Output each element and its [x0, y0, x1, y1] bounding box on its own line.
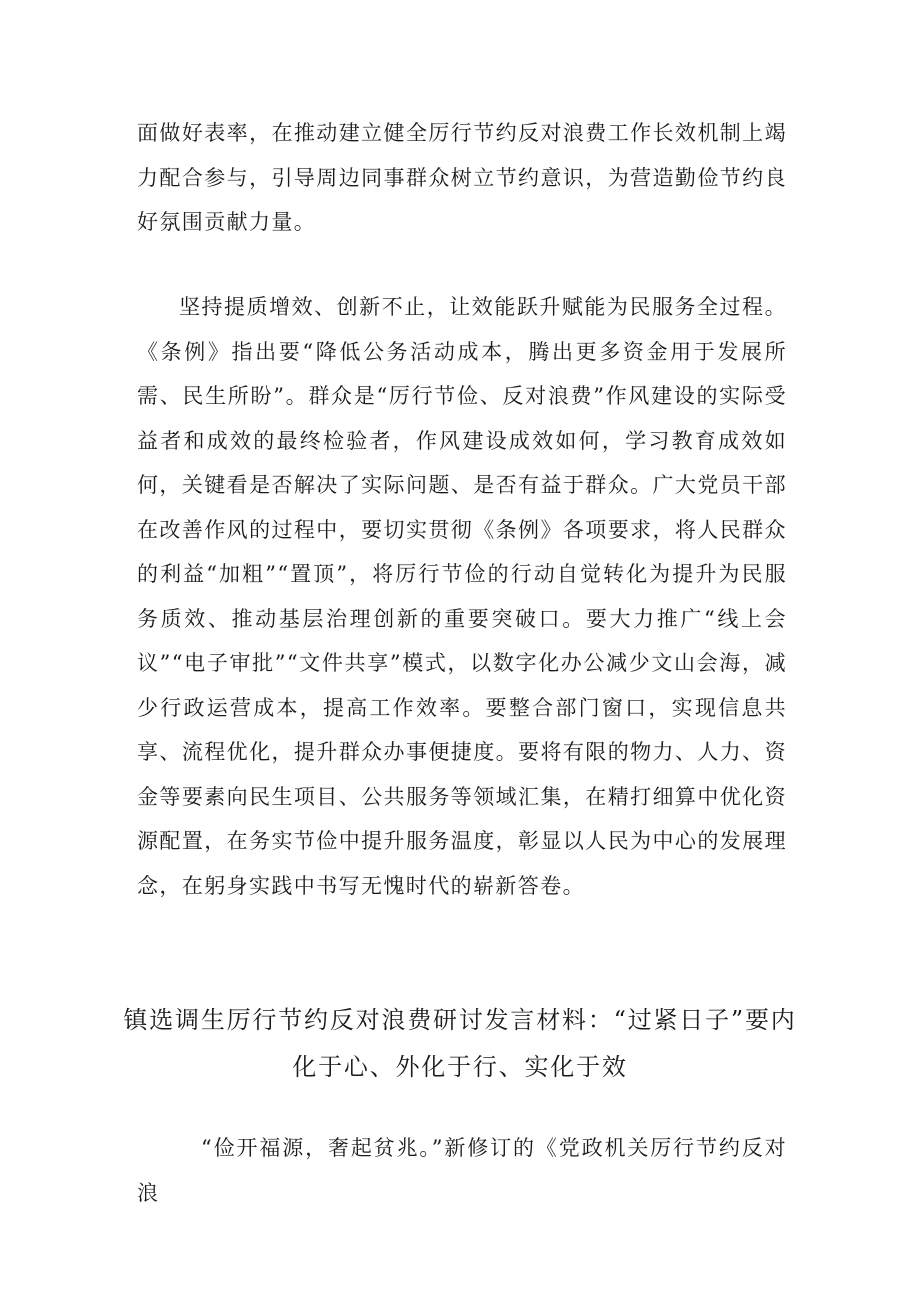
section-heading: 镇选调生厉行节约反对浪费研讨发言材料：“过紧日子”要内化于心、外化于行、实化于效	[123, 1006, 797, 1081]
body-paragraph-1: 面做好表率，在推动建立健全厉行节约反对浪费工作长效机制上竭力配合参与，引导周边同事群众树立节约意识，为营造勤俭节约良好氛围贡献力量。	[137, 121, 787, 234]
body-paragraph-2: 坚持提质增效、创新不止，让效能跃升赋能为民服务全过程。《条例》指出要“降低公务活动成本，腾出更多资金用于发展所需、民生所盼”。群众是“厉行节俭、反对浪费”作风建设的实际受益者和成效的最终检验者，作风建设成效如何，学习教育成效如何，关键看是否解决了实际问题、是否有益于群众。广大党员干部在改善作风的过程中，要切实贯彻《条例》各项要求，将人民群众的利益“加粗”“置顶”，将厉行节俭的行动自觉转化为提升为民服务质效、推动基层治理创新的重要突破口。要大力推广“线上会议”“电子审批”“文件共享”模式，以数字化办公减少文山会海，减少行政运营成本，提高工作效率。要整合部门窗口，实现信息共享、流程优化，提升群众办事便捷度。要将有限的物力、人力、资金等要素向民生项目、公共服务等领域汇集，在精打细算中优化资源配置，在务实节俭中提升服务温度，彰显以人民为中心的发展理念，在躬身实践中书写无愧时代的崭新答卷。	[137, 295, 787, 898]
body-paragraph-3: “俭开福源，奢起贫兆。”新修订的《党政机关厉行节约反对浪	[137, 1136, 787, 1205]
